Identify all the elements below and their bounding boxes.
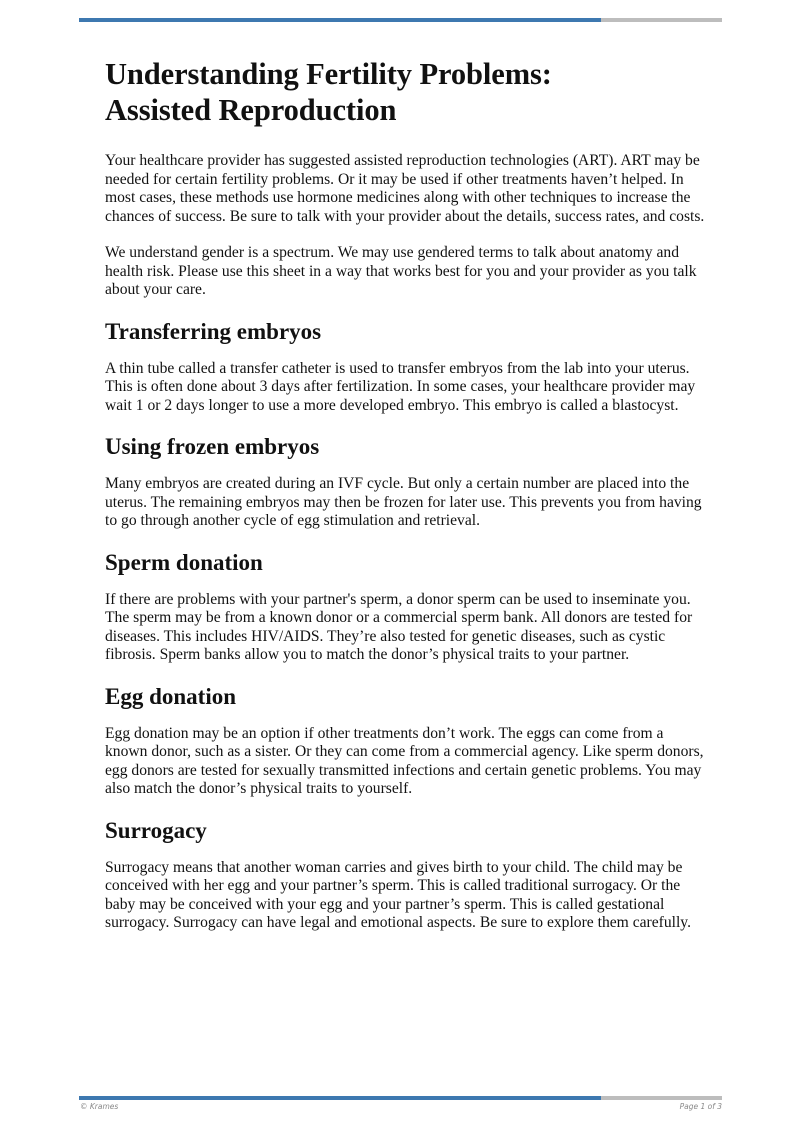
section-heading: Egg donation	[105, 683, 237, 709]
section-heading: Sperm donation	[105, 549, 263, 575]
section-heading: Using frozen embryos	[105, 434, 320, 459]
footer-rule-accent	[79, 1096, 601, 1100]
intro-paragraph: Your healthcare provider has suggested assisted reproduction technologies (ART). ART may be needed for certain fertility problems. Or it may be used if other treatments haven’t helped. In most cases, these methods use hormone medicines along with other techniques to increase the chances of success. Be sure to talk with your provider about the details, success rates, and costs.	[105, 152, 705, 225]
section-body: Many embryos are created during an IVF cycle. But only a certain number are placed into the uterus. The remaining embryos may then be frozen for later use. This prevents you from having to go through another cycle of egg stimulation and retrieval.	[105, 475, 702, 529]
page-title-line2: Assisted Reproduction	[105, 93, 397, 127]
section-egg-donation	[105, 683, 705, 799]
footer-page-number: Page 1 of 3	[679, 1102, 722, 1111]
page-title-line1: Understanding Fertility Problems:	[105, 57, 552, 91]
section-heading: Transferring embryos	[105, 318, 322, 344]
header-rule-secondary	[601, 18, 722, 22]
section-sperm-donation	[105, 549, 705, 665]
section-surrogacy	[105, 817, 705, 933]
section-heading: Surrogacy	[105, 817, 207, 843]
footer-rule	[79, 1096, 722, 1100]
section-body: Egg donation may be an option if other treatments don’t work. The eggs can come from a known donor, such as a sister. Or they can come from a commercial agency. Like sperm donors, egg donors are tested for sexually transmitted infections and certain genetic problems. You may also match the donor’s physical traits to yourself.	[105, 724, 704, 797]
page-title	[105, 56, 705, 128]
gender-note-paragraph: We understand gender is a spectrum. We may use gendered terms to talk about anatomy and health risk. Please use this sheet in a way that works best for you and your provider as you talk about your care.	[105, 244, 697, 298]
section-transferring-embryos	[105, 318, 705, 416]
footer-rule-secondary	[601, 1096, 722, 1100]
section-body: If there are problems with your partner's sperm, a donor sperm can be used to inseminate you. The sperm may be from a known donor or a commercial sperm bank. All donors are tested for diseases. This includes HIV/AIDS. They’re also tested for genetic diseases, such as cystic fibrosis. Sperm banks allow you to match the donor’s physical traits to your partner.	[105, 590, 693, 663]
section-body: Surrogacy means that another woman carries and gives birth to your child. The child may be conceived with her egg and your partner’s sperm. This is called traditional surrogacy. Or the baby may be conceived with your egg and your partner’s sperm. This is called gestational surrogacy. Surrogacy can have legal and emotional aspects. Be sure to explore them carefully.	[105, 858, 691, 931]
footer-copyright: © Krames	[80, 1102, 119, 1111]
section-using-frozen-embryos	[105, 433, 705, 531]
header-rule	[79, 18, 722, 22]
header-rule-accent	[79, 18, 601, 22]
document-body	[105, 56, 705, 951]
section-body: A thin tube called a transfer catheter is used to transfer embryos from the lab into your uterus. This is often done about 3 days after fertilization. In some cases, your healthcare provider may wait 1 or 2 days longer to use a more developed embryo. This embryo is called a blastocyst.	[105, 359, 696, 414]
